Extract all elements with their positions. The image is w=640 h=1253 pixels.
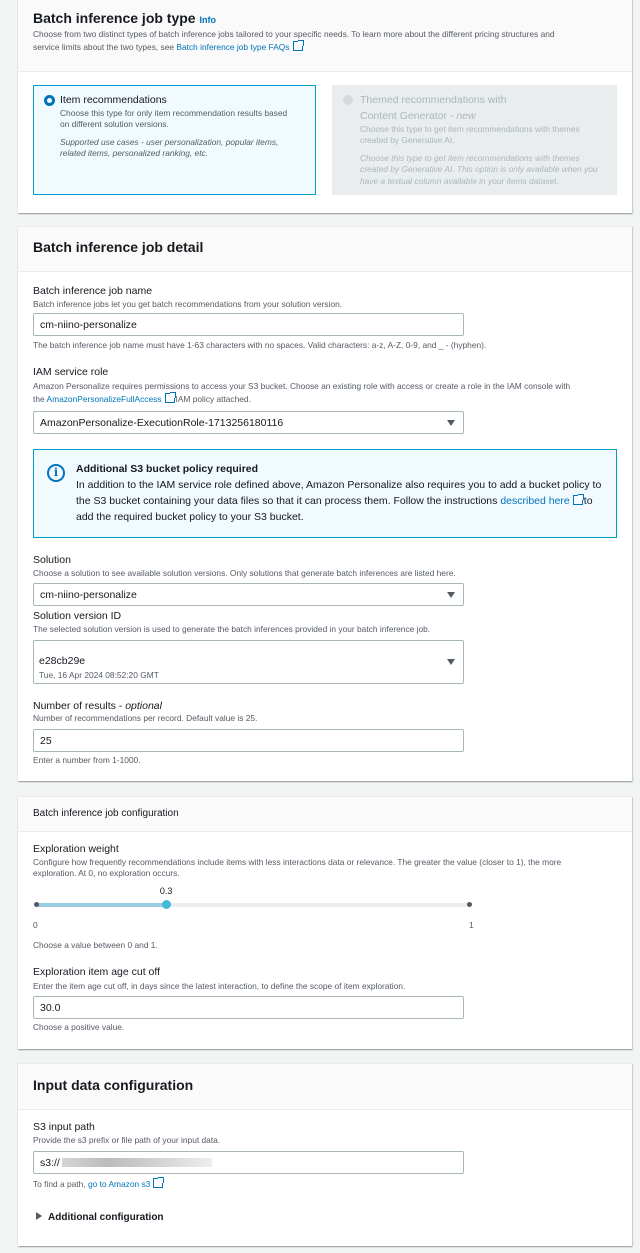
- slider-min-dot: [34, 902, 39, 907]
- field-desc: exploration. At 0, no exploration occurs.: [33, 868, 180, 878]
- alert-text-2: [76, 495, 593, 508]
- caret-down-icon: [447, 420, 455, 426]
- field-label: [33, 700, 162, 713]
- additional-configuration-toggle[interactable]: [36, 1211, 164, 1224]
- section-title: Input data configuration: [33, 1077, 194, 1093]
- radio-selected-icon[interactable]: [44, 95, 55, 106]
- caret-down-icon: [447, 592, 455, 598]
- select-value: AmazonPersonalize-ExecutionRole-1713256180116: [40, 416, 284, 429]
- option-desc: Choose this type to get item recommendations with themes: [360, 124, 580, 134]
- external-link-icon: [153, 1178, 163, 1188]
- input-value: 30.0: [40, 1001, 61, 1014]
- option-use-cases: Choose this type to get item recommendations with themes: [360, 153, 580, 163]
- field-label: IAM service role: [33, 366, 109, 378]
- number-of-results-input[interactable]: [33, 729, 464, 752]
- field-desc: The selected solution version is used to generate the batch inferences provided in your batch inference job.: [33, 624, 431, 634]
- field-desc: Enter the item age cut off, in days since the latest interaction, to define the scope of item exploration.: [33, 981, 406, 991]
- field-desc: Number of recommendations per record. Default value is 25.: [33, 713, 258, 723]
- slider-min-label: 0: [33, 920, 38, 930]
- slider-max-dot: [467, 902, 472, 907]
- desc-text: the: [33, 394, 47, 404]
- optional-tag: optional: [125, 700, 162, 712]
- described-here-link[interactable]: described here: [500, 495, 570, 507]
- toggle-label: Additional configuration: [48, 1212, 164, 1223]
- title-text: Batch inference job type: [33, 10, 196, 26]
- option-use-cases: have a textual column available in your items dataset.: [360, 176, 559, 186]
- option-desc: on different solution versions.: [60, 119, 169, 129]
- option-desc: created by Generative AI.: [360, 135, 455, 145]
- field-label: Exploration item age cut off: [33, 966, 161, 978]
- radio-disabled-icon: [343, 95, 353, 105]
- slider-value: 0.3: [159, 886, 173, 896]
- desc-text: service limits about the two types, see: [33, 42, 177, 52]
- job-name-input[interactable]: [33, 313, 464, 336]
- option-use-cases: related items, personalized ranking, etc.: [60, 148, 209, 158]
- field-hint: Choose a positive value.: [33, 1022, 125, 1032]
- new-badge: new: [456, 110, 476, 122]
- s3-input-path[interactable]: [33, 1151, 464, 1174]
- title-text: Content Generator -: [360, 110, 457, 122]
- option-title: Item recommendations: [60, 94, 167, 106]
- caret-down-icon: [447, 659, 455, 665]
- slider-fill: [36, 903, 166, 907]
- info-icon: i: [47, 464, 65, 482]
- alert-text: In addition to the IAM service role defined above, Amazon Personalize also requires you to add a bucket policy to: [76, 479, 602, 491]
- section-title: [33, 9, 216, 29]
- policy-link[interactable]: AmazonPersonalizeFullAccess: [46, 394, 162, 404]
- field-label: S3 input path: [33, 1121, 95, 1133]
- section-title: Batch inference job configuration: [33, 808, 179, 819]
- option-title: Themed recommendations with: [360, 94, 507, 106]
- desc-text: IAM policy attached.: [175, 394, 251, 404]
- field-desc: Choose a solution to see available solution versions. Only solutions that generate batch inferences are listed here.: [33, 568, 456, 578]
- job-type-desc-2: [33, 41, 303, 53]
- input-value: 25: [40, 734, 52, 747]
- solution-select[interactable]: [33, 583, 464, 606]
- amazon-s3-link[interactable]: go to Amazon s3: [87, 1179, 151, 1189]
- field-hint: Enter a number from 1-1000.: [33, 755, 141, 765]
- alert-text: add the required bucket policy to your S3 bucket.: [76, 511, 304, 523]
- slider-max-label: 1: [469, 920, 474, 930]
- field-label: Solution version ID: [33, 610, 122, 622]
- section-title: Batch inference job detail: [33, 239, 204, 255]
- field-desc: Configure how frequently recommendations include items with less interactions data or relevance. The greater the value (closer to 1), the more: [33, 857, 562, 867]
- field-label: Exploration weight: [33, 843, 119, 855]
- alert-text: to: [583, 495, 593, 507]
- external-link-icon: [573, 495, 583, 505]
- field-hint: Choose a value between 0 and 1.: [33, 940, 158, 950]
- input-value: cm-niino-personalize: [40, 318, 137, 331]
- option-use-cases: Supported use cases - user personalization, popular items,: [60, 137, 279, 147]
- select-value: e28cb29e: [39, 655, 86, 667]
- redacted-path: [62, 1158, 212, 1167]
- field-desc-2: [33, 393, 251, 405]
- iam-role-select[interactable]: [33, 411, 464, 434]
- option-title-2: [360, 110, 476, 123]
- field-hint: The batch inference job name must have 1-63 characters with no spaces. Valid characters: a-z, A-Z, 0-9, and _ - (hyphen).: [33, 340, 487, 350]
- age-cutoff-input[interactable]: [33, 996, 464, 1019]
- hint-text: To find a path,: [33, 1179, 88, 1189]
- option-desc: Choose this type for only item recommendation results based: [60, 108, 288, 118]
- field-desc: Amazon Personalize requires permissions to access your S3 bucket. Choose an existing role with access or create a role in the IAM console with: [33, 381, 571, 391]
- select-value: cm-niino-personalize: [40, 588, 137, 601]
- field-label: Batch inference job name: [33, 285, 153, 297]
- field-desc: Batch inference jobs let you get batch recommendations from your solution version.: [33, 299, 343, 309]
- job-type-desc: Choose from two distinct types of batch inference jobs tailored to your specific needs. To learn more about the different pricing structures and: [33, 29, 555, 39]
- alert-text: the S3 bucket containing your data files so that it can process them. Follow the instructions: [76, 495, 501, 507]
- exploration-weight-slider[interactable]: [36, 886, 470, 907]
- input-value: s3://: [40, 1156, 60, 1169]
- field-desc: Provide the s3 prefix or file path of your input data.: [33, 1135, 221, 1145]
- alert-title: Additional S3 bucket policy required: [76, 463, 259, 475]
- external-link-icon: [293, 41, 303, 51]
- label-text: Number of results -: [33, 700, 126, 712]
- version-date: Tue, 16 Apr 2024 08:52:20 GMT: [39, 670, 159, 680]
- faq-link[interactable]: Batch inference job type FAQs: [176, 42, 290, 52]
- caret-right-icon: [36, 1212, 42, 1220]
- field-hint: [33, 1178, 163, 1190]
- external-link-icon: [165, 393, 175, 403]
- info-link[interactable]: Info: [199, 15, 216, 25]
- option-use-cases: created by Generative AI. This option is only available when you: [360, 164, 598, 174]
- field-label: Solution: [33, 554, 71, 566]
